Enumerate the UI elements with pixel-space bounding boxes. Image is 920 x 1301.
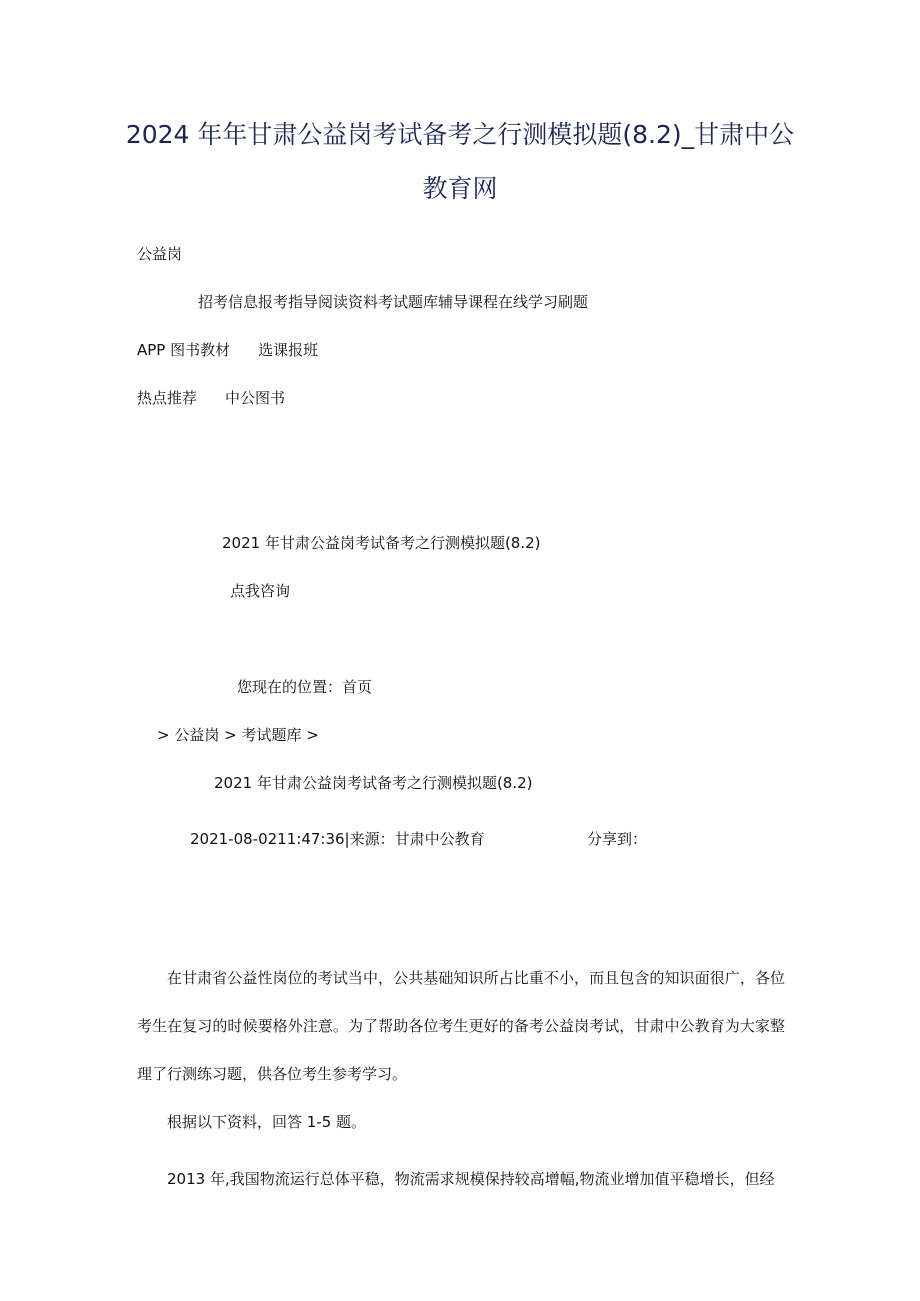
- hot-recommend-link[interactable]: 热点推荐: [137, 389, 198, 407]
- article-title: 2021 年甘肃公益岗考试备考之行测模拟题(8.2): [214, 774, 533, 792]
- banner-title: 2021 年甘肃公益岗考试备考之行测模拟题(8.2): [222, 534, 541, 552]
- body-paragraph: 2013 年,我国物流运行总体平稳，物流需求规模保持较高增幅,物流业增加值平稳增长，但经: [167, 1170, 775, 1188]
- article-meta: 2021-08-0211:47:36|来源：甘肃中公教育: [190, 830, 485, 848]
- course-signup-link[interactable]: 选课报班: [258, 341, 319, 359]
- nav-row-3: [137, 388, 285, 408]
- books-link[interactable]: 中公图书: [225, 389, 286, 407]
- document-title: 2024 年年甘肃公益岗考试备考之行测模拟题(8.2)_甘肃中公教育网: [125, 120, 795, 203]
- body-paragraph: 在甘肃省公益性岗位的考试当中，公共基础知识所占比重不小，而且包含的知识面很广，各位考生在复习的时候要格外注意。为了帮助各位考生更好的备考公益岗考试，甘肃中公教育为大家整理了行测练习题，供各位考生参考学习。: [137, 969, 785, 1083]
- consult-link[interactable]: 点我咨询: [230, 582, 291, 600]
- body-paragraph: 根据以下资料，回答 1-5 题。: [167, 1113, 367, 1131]
- breadcrumb[interactable]: > 公益岗 > 考试题库 >: [157, 726, 319, 744]
- location-label: 您现在的位置：首页: [237, 678, 373, 696]
- share-label: 分享到：: [587, 830, 648, 848]
- app-books-link[interactable]: APP 图书教材: [137, 341, 231, 359]
- nav-row-2: [137, 340, 318, 360]
- category-label: 公益岗: [137, 245, 183, 263]
- nav-links[interactable]: 招考信息报考指导阅读资料考试题库辅导课程在线学习刷题: [198, 293, 589, 311]
